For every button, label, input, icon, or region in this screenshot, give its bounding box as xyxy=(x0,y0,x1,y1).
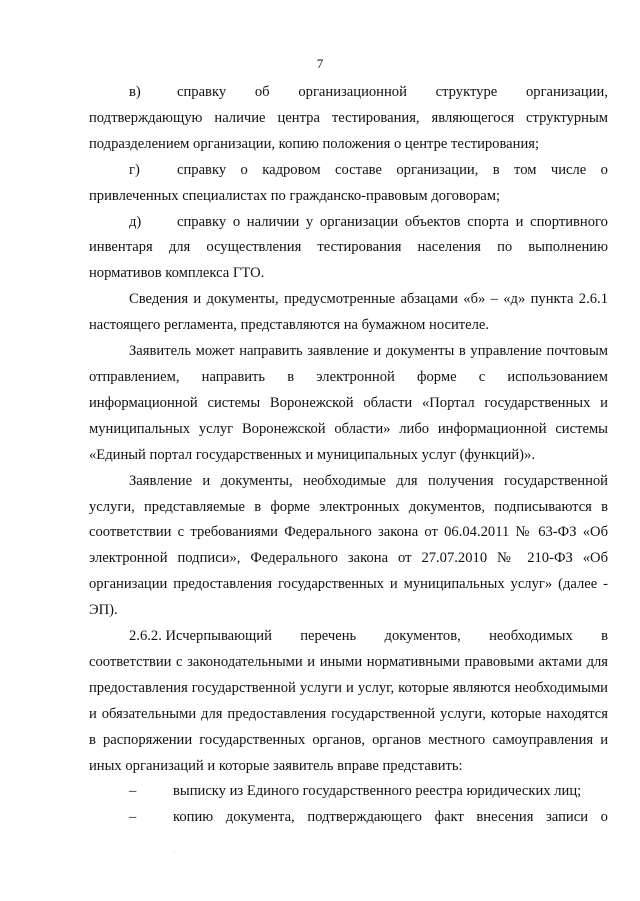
word: том xyxy=(514,161,537,178)
word: наличии xyxy=(246,213,300,230)
word: у xyxy=(305,213,314,230)
word: записи xyxy=(546,809,589,826)
word: спортивного xyxy=(530,213,608,230)
word: объектов xyxy=(404,213,461,230)
word: организации, xyxy=(525,84,608,100)
paragraph: Заявление и документы, необходимые для получения государственной услуги, представляемые в форме электронных документов, подписываются в соответствии с требованиями Федерального закона от 06.04.2011 № 63-ФЗ «Об электронной подписи», Федерального закона от 27.07.2010 № 210-ФЗ «Об организации предоставления государственных и муниципальных услуг» (далее - ЭП). xyxy=(89,472,608,619)
word: спорта xyxy=(467,213,509,230)
footer-mark: . xyxy=(174,848,176,854)
item-letter: д) xyxy=(129,213,142,230)
word: факт xyxy=(434,809,464,826)
item-first-line xyxy=(177,210,608,236)
dash-bullet: – xyxy=(129,783,137,800)
list-item-g xyxy=(89,158,608,210)
dash-list-item xyxy=(89,779,608,805)
word: необходимых xyxy=(489,628,573,645)
word: составе xyxy=(335,161,382,178)
item-text: подтверждающую наличие центра тестирования, являющегося структурным подразделением организации, копию положения о центре тестирования; xyxy=(89,109,608,152)
item-letter: в) xyxy=(129,84,141,100)
item-text: инвентаря для осуществления тестирования населения по выполнению нормативов комплекса ГТО. xyxy=(89,239,608,282)
word: подтверждающего xyxy=(307,809,422,826)
dash-bullet: – xyxy=(129,809,137,826)
dash-item-text: выписку из Единого государственного реестра юридических лиц; xyxy=(173,783,582,800)
dash-list-item xyxy=(89,805,608,831)
word: организации, xyxy=(396,161,479,178)
word: справку xyxy=(177,161,227,178)
word: структуре xyxy=(435,84,498,100)
word: о xyxy=(600,161,608,178)
word: числе xyxy=(550,161,587,178)
paragraph-2-6-2 xyxy=(89,624,608,779)
document-body xyxy=(89,80,608,831)
word: кадровом xyxy=(262,161,321,178)
word: о xyxy=(232,213,241,230)
word: и xyxy=(515,213,524,230)
item-first-line xyxy=(177,80,608,106)
paragraph-text: соответствии с законодательными и иными нормативными правовыми актами для предоставления государственной услуги и услуг, которые являются необходимыми и обязательными для предоставления государственной услуги, которые находятся в распоряжении государственных органов, органов местного самоуправления и иных организаций и которые заявитель вправе представить: xyxy=(89,653,608,774)
word: справку xyxy=(177,213,227,230)
item-text: привлеченных специалистах по гражданско-правовым договорам; xyxy=(89,187,501,204)
word: о xyxy=(600,809,608,826)
item-letter: г) xyxy=(129,161,140,178)
word: в xyxy=(492,161,500,178)
paragraph: Сведения и документы, предусмотренные абзацами «б» – «д» пункта 2.6.1 настоящего регламента, представляются на бумажном носителе. xyxy=(89,291,608,334)
word: перечень xyxy=(300,628,357,645)
list-item-d xyxy=(89,210,608,288)
word: документов, xyxy=(384,628,461,645)
word: об xyxy=(254,84,270,100)
word: организации xyxy=(319,213,399,230)
list-item-v xyxy=(89,80,608,158)
dash-item-text xyxy=(173,805,608,831)
paragraph: Заявитель может направить заявление и документы в управление почтовым отправлением, направить в электронной форме с использованием информационной системы Воронежской области «Портал государственных и муниципальных услуг Воронежской области» либо информационной системы «Единый портал государственных и муниципальных услуг (функций)». xyxy=(89,343,608,463)
paragraph-first-line xyxy=(89,624,608,650)
item-first-line xyxy=(177,158,608,184)
word: 2.6.2. Исчерпывающий xyxy=(129,628,272,645)
word: справку xyxy=(177,84,227,100)
word: внесения xyxy=(476,809,534,826)
word: о xyxy=(240,161,248,178)
word: копию xyxy=(173,809,214,826)
word: документа, xyxy=(225,809,295,826)
word: в xyxy=(601,628,608,645)
page-number: 7 xyxy=(316,56,324,71)
word: организационной xyxy=(298,84,407,100)
